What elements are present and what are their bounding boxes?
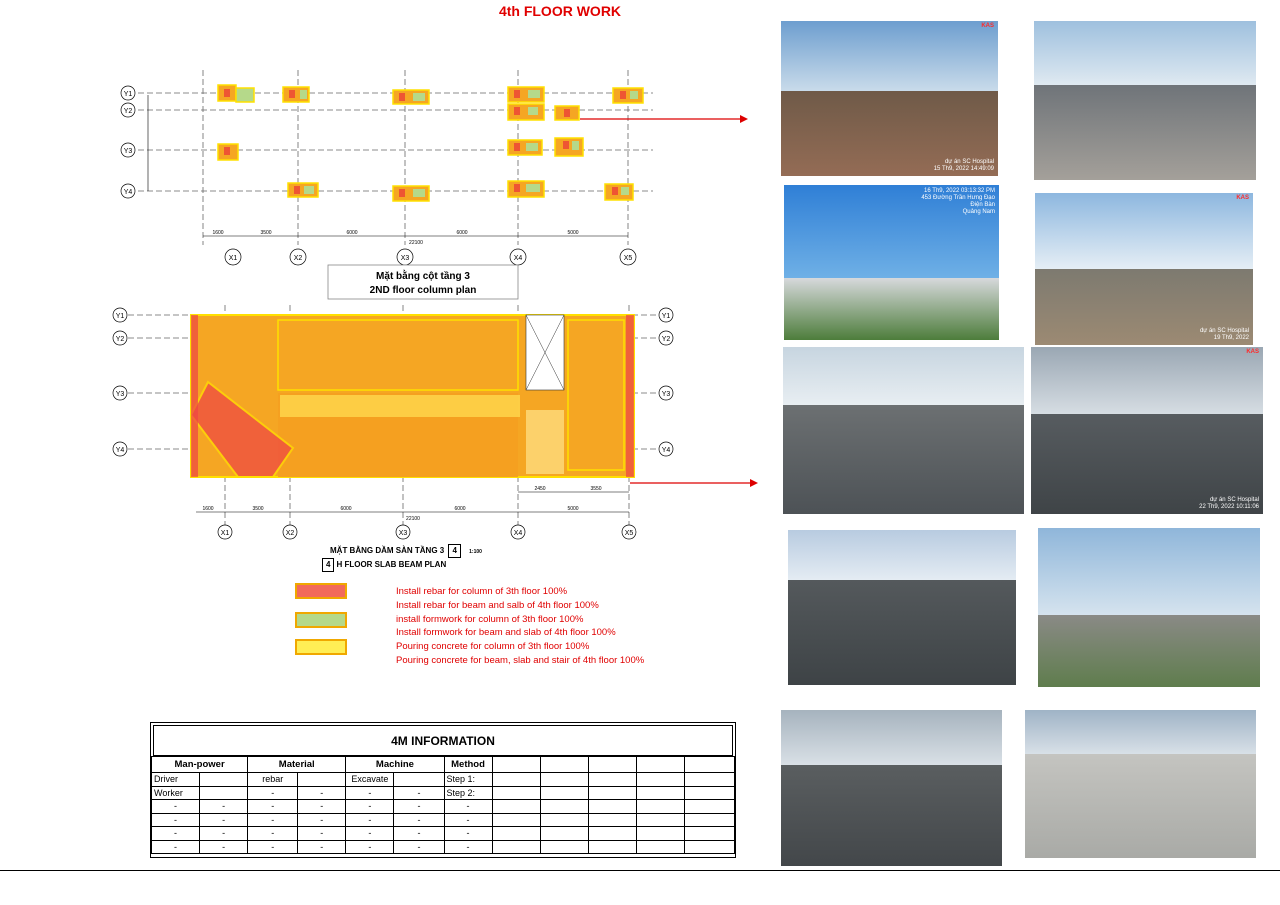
info-cell: - xyxy=(394,786,444,800)
info-row xyxy=(152,827,735,841)
svg-text:Y2: Y2 xyxy=(115,336,125,343)
svg-text:X5: X5 xyxy=(623,255,633,262)
svg-text:5000: 5000 xyxy=(567,230,579,236)
info-cell: - xyxy=(248,827,298,841)
info-cell xyxy=(684,786,734,800)
info-cell xyxy=(588,840,636,854)
info-cell xyxy=(636,773,684,787)
header-machine: Machine xyxy=(346,757,444,773)
info-cell xyxy=(492,813,540,827)
info-cell xyxy=(540,800,588,814)
beam-plan-tag-2: 4 xyxy=(322,558,334,572)
info-cell: - xyxy=(248,800,298,814)
info-cell xyxy=(492,786,540,800)
legend-item: install formwork for column of 3th floor 100% xyxy=(396,613,584,625)
photo-stamp: 16 Th9, 2022 03:13:32 PM 453 Đường Trần Hưng Đạo Điện Bàn Quảng Nam xyxy=(921,188,995,215)
site-photo-3 xyxy=(784,185,999,340)
info-cell: - xyxy=(248,813,298,827)
column-plan-drawing xyxy=(108,60,668,300)
info-cell xyxy=(684,840,734,854)
info-cell xyxy=(636,813,684,827)
svg-text:22100: 22100 xyxy=(406,516,420,522)
svg-text:3500: 3500 xyxy=(252,506,264,512)
svg-text:Y2: Y2 xyxy=(661,336,671,343)
svg-text:Y3: Y3 xyxy=(115,391,125,398)
svg-text:Y1: Y1 xyxy=(661,313,671,320)
svg-text:X2: X2 xyxy=(293,255,303,262)
legend-text xyxy=(396,585,644,668)
site-photo-8 xyxy=(1038,528,1260,687)
legend-swatch-formwork xyxy=(295,612,347,628)
info-cell: - xyxy=(248,786,298,800)
info-cell xyxy=(200,786,248,800)
column-plan-title-vn: Mặt bằng cột tầng 3 xyxy=(376,271,470,282)
info-table-panel xyxy=(150,722,736,858)
info-cell: - xyxy=(200,827,248,841)
info-cell: - xyxy=(346,827,394,841)
info-cell: - xyxy=(298,827,346,841)
svg-text:3550: 3550 xyxy=(590,486,602,492)
info-cell xyxy=(636,827,684,841)
info-cell xyxy=(492,773,540,787)
info-cell xyxy=(636,786,684,800)
svg-text:22100: 22100 xyxy=(409,240,423,246)
svg-text:X1: X1 xyxy=(228,255,238,262)
svg-text:X3: X3 xyxy=(398,530,408,537)
info-cell xyxy=(636,800,684,814)
header-method: Method xyxy=(444,757,492,773)
info-cell xyxy=(540,773,588,787)
info-title: 4M INFORMATION xyxy=(153,725,733,756)
svg-text:6000: 6000 xyxy=(346,230,358,236)
legend-item: Pouring concrete for column of 3th floor 100% xyxy=(396,641,590,653)
info-cell xyxy=(684,773,734,787)
header-manpower: Man-power xyxy=(152,757,248,773)
info-cell: - xyxy=(394,840,444,854)
info-cell: Step 1: xyxy=(444,773,492,787)
bottom-rule xyxy=(0,870,1280,871)
info-cell xyxy=(588,827,636,841)
svg-text:Y1: Y1 xyxy=(123,91,133,98)
photo-stamp: dự án SC Hospital 19 Th9, 2022 xyxy=(1199,328,1249,341)
photo-stamp: dự án SC Hospital 22 Th9, 2022 10:11:06 xyxy=(1199,497,1259,510)
info-cell: - xyxy=(200,800,248,814)
legend-item: Install rebar for beam and salb of 4th floor 100% xyxy=(396,599,599,611)
info-cell xyxy=(394,773,444,787)
legend-item: Pouring concrete for beam, slab and stair of 4th floor 100% xyxy=(396,654,645,666)
svg-text:Y3: Y3 xyxy=(123,148,133,155)
svg-text:Y2: Y2 xyxy=(123,108,133,115)
info-table xyxy=(151,756,735,854)
info-row xyxy=(152,800,735,814)
info-cell xyxy=(588,800,636,814)
legend-item: Install formwork for beam and slab of 4th floor 100% xyxy=(396,627,616,639)
site-photo-6 xyxy=(1031,347,1263,514)
photo-badge: KAS xyxy=(1236,195,1249,201)
svg-text:5000: 5000 xyxy=(567,506,579,512)
info-cell: - xyxy=(346,800,394,814)
beam-plan-title-line2: H FLOOR SLAB BEAM PLAN xyxy=(336,560,447,569)
svg-text:1600: 1600 xyxy=(202,506,214,512)
svg-text:6000: 6000 xyxy=(340,506,352,512)
svg-text:X5: X5 xyxy=(624,530,634,537)
svg-text:X2: X2 xyxy=(285,530,295,537)
info-cell: - xyxy=(152,827,200,841)
info-cell: Step 2: xyxy=(444,786,492,800)
column-plan-title xyxy=(330,270,516,298)
page-title: 4th FLOOR WORK xyxy=(498,3,622,19)
info-cell xyxy=(492,840,540,854)
site-photo-1 xyxy=(781,21,998,176)
info-cell xyxy=(540,840,588,854)
info-cell xyxy=(492,800,540,814)
svg-text:X1: X1 xyxy=(220,530,230,537)
photo-stamp: dự án SC Hospital 15 Th9, 2022 14:49:09 xyxy=(933,159,994,172)
info-cell xyxy=(540,786,588,800)
svg-text:6000: 6000 xyxy=(456,230,468,236)
info-cell: - xyxy=(152,813,200,827)
info-cell xyxy=(200,773,248,787)
info-cell xyxy=(636,840,684,854)
info-cell xyxy=(684,800,734,814)
site-photo-5 xyxy=(783,347,1024,514)
info-cell xyxy=(492,827,540,841)
svg-text:X4: X4 xyxy=(513,255,523,262)
header-material: Material xyxy=(248,757,346,773)
photo-badge: KAS xyxy=(981,23,994,29)
site-photo-2 xyxy=(1034,21,1256,180)
info-cell xyxy=(540,813,588,827)
legend-item: Install rebar for column of 3th floor 100% xyxy=(396,586,568,597)
info-cell: rebar xyxy=(248,773,298,787)
info-cell: - xyxy=(152,840,200,854)
svg-text:Y3: Y3 xyxy=(661,391,671,398)
info-cell: - xyxy=(394,827,444,841)
info-row xyxy=(152,813,735,827)
info-cell: - xyxy=(152,800,200,814)
info-cell: - xyxy=(298,840,346,854)
info-cell: - xyxy=(200,840,248,854)
svg-text:Y1: Y1 xyxy=(115,313,125,320)
info-row xyxy=(152,840,735,854)
info-cell xyxy=(588,786,636,800)
info-cell: - xyxy=(394,800,444,814)
svg-text:X4: X4 xyxy=(513,530,523,537)
info-row xyxy=(152,773,735,787)
info-cell: - xyxy=(394,813,444,827)
legend-swatch-rebar xyxy=(295,583,347,599)
info-row xyxy=(152,786,735,800)
info-cell: - xyxy=(346,786,394,800)
info-cell: - xyxy=(248,840,298,854)
info-cell: - xyxy=(298,813,346,827)
info-cell: - xyxy=(200,813,248,827)
info-cell: - xyxy=(346,813,394,827)
info-cell: - xyxy=(444,840,492,854)
svg-text:Y4: Y4 xyxy=(123,189,133,196)
info-cell: Worker xyxy=(152,786,200,800)
svg-text:Y4: Y4 xyxy=(115,447,125,454)
info-cell: - xyxy=(444,800,492,814)
info-cell xyxy=(588,773,636,787)
info-cell: Excavate xyxy=(346,773,394,787)
info-table-body xyxy=(152,773,735,854)
info-cell xyxy=(684,827,734,841)
svg-text:2450: 2450 xyxy=(534,486,546,492)
svg-text:Y4: Y4 xyxy=(661,447,671,454)
svg-text:X3: X3 xyxy=(400,255,410,262)
svg-text:6000: 6000 xyxy=(454,506,466,512)
info-cell: - xyxy=(346,840,394,854)
site-photo-10 xyxy=(1025,710,1256,858)
info-cell xyxy=(588,813,636,827)
legend-swatch-concrete xyxy=(295,639,347,655)
site-photo-4 xyxy=(1035,193,1253,345)
site-photo-9 xyxy=(781,710,1002,866)
beam-plan-title xyxy=(326,544,482,572)
info-cell: - xyxy=(298,786,346,800)
photo-badge: KAS xyxy=(1246,349,1259,355)
beam-plan-scale: 1:100 xyxy=(469,549,482,555)
arrow-2 xyxy=(630,476,760,490)
info-cell xyxy=(298,773,346,787)
info-cell: Driver xyxy=(152,773,200,787)
info-cell: - xyxy=(444,813,492,827)
svg-text:3500: 3500 xyxy=(260,230,272,236)
svg-text:1600: 1600 xyxy=(212,230,224,236)
info-cell xyxy=(684,813,734,827)
arrow-1 xyxy=(580,112,750,126)
site-photo-7 xyxy=(788,530,1016,685)
info-cell: - xyxy=(298,800,346,814)
info-cell xyxy=(540,827,588,841)
beam-plan-tag: 4 xyxy=(448,544,460,558)
info-cell: - xyxy=(444,827,492,841)
column-plan-title-en: 2ND floor column plan xyxy=(369,285,477,296)
beam-plan-drawing xyxy=(108,300,688,560)
beam-plan-title-line1: MẶT BẰNG DẦM SÀN TẦNG 3 xyxy=(330,546,445,555)
